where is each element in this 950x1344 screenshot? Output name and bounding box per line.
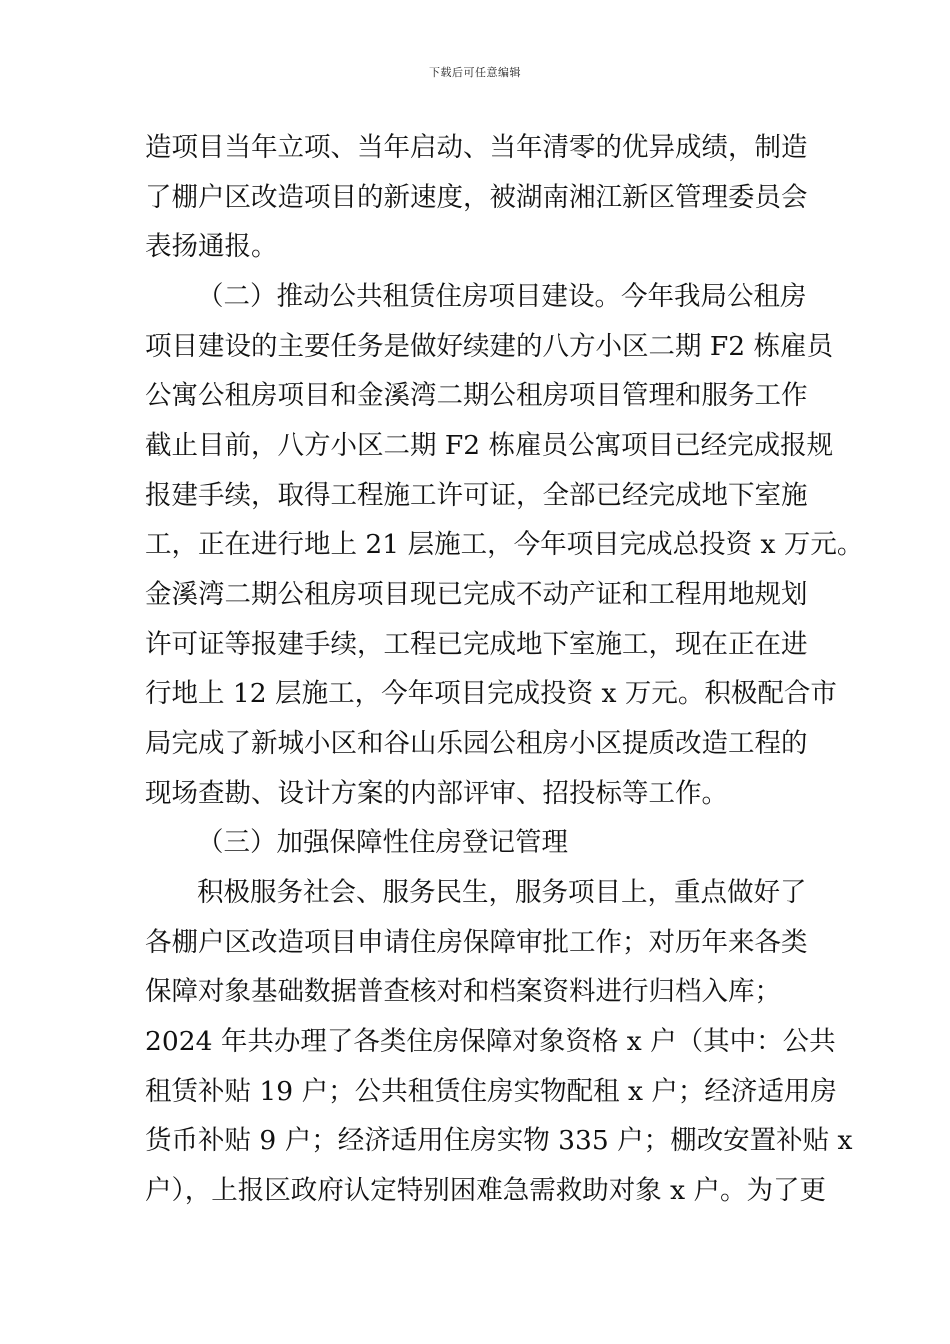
body-line: 户），上报区政府认定特别困难急需救助对象 x 户。为了更	[145, 1175, 827, 1206]
body-line: 许可证等报建手续，工程已完成地下室施工，现在正在进	[145, 629, 808, 660]
body-line: 2024 年共办理了各类住房保障对象资格 x 户（其中：公共	[145, 1026, 836, 1057]
body-line: 表扬通报。	[145, 231, 278, 262]
body-line: 工，正在进行地上 21 层施工，今年项目完成总投资 x 万元。	[145, 529, 864, 560]
body-line: 造项目当年立项、当年启动、当年清零的优异成绩，制造	[145, 132, 808, 163]
body-line: 货币补贴 9 户；经济适用住房实物 335 户；棚改安置补贴 x	[145, 1125, 853, 1156]
body-line: 租赁补贴 19 户；公共租赁住房实物配租 x 户；经济适用房	[145, 1076, 837, 1107]
body-line: 了棚户区改造项目的新速度，被湖南湘江新区管理委员会	[145, 182, 808, 213]
section-heading: （三）加强保障性住房登记管理	[197, 827, 568, 858]
body-line: 保障对象基础数据普查核对和档案资料进行归档入库；	[145, 976, 781, 1007]
body-line: 各棚户区改造项目申请住房保障审批工作；对历年来各类	[145, 927, 808, 958]
body-line: 公寓公租房项目和金溪湾二期公租房项目管理和服务工作	[145, 380, 808, 411]
body-line: 项目建设的主要任务是做好续建的八方小区二期 F2 栋雇员	[145, 331, 834, 362]
body-line: 截止目前，八方小区二期 F2 栋雇员公寓项目已经完成报规	[145, 430, 834, 461]
body-line: 报建手续，取得工程施工许可证，全部已经完成地下室施	[145, 480, 808, 511]
section-heading: （二）推动公共租赁住房项目建设。今年我局公租房	[197, 281, 807, 312]
body-line: 金溪湾二期公租房项目现已完成不动产证和工程用地规划	[145, 579, 808, 610]
body-line: 现场查勘、设计方案的内部评审、招投标等工作。	[145, 778, 728, 809]
body-line: 局完成了新城小区和谷山乐园公租房小区提质改造工程的	[145, 728, 808, 759]
body-line: 行地上 12 层施工，今年项目完成投资 x 万元。积极配合市	[145, 678, 837, 709]
page-header: 下载后可任意编辑	[429, 66, 521, 79]
body-line: 积极服务社会、服务民生，服务项目上，重点做好了	[197, 877, 807, 908]
